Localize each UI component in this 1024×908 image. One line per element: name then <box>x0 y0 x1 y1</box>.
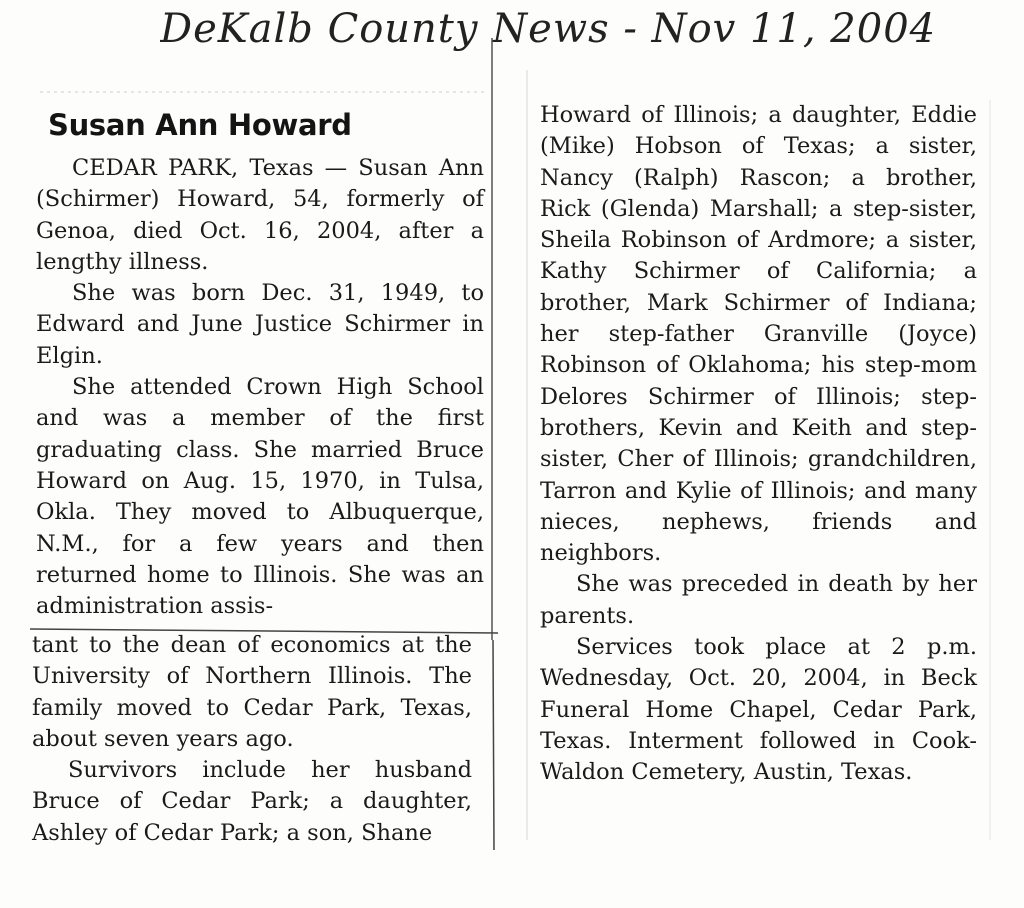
left-column-upper <box>36 153 484 622</box>
obituary-paragraph: She attended Crown High School and was a member of the first graduating class. She married Bruce Howard on Aug. 15, 1970, in Tulsa, Okla. They moved to Albuquerque, N.M., for a few years and then returned home to Illinois. She was an administration assis- <box>36 374 484 620</box>
svg-text:DeKalb County News - Nov 11, 2: DeKalb County News - Nov 11, 2004 <box>160 6 937 52</box>
obituary-paragraph: Services took place at 2 p.m. Wednesday, Oct. 20, 2004, in Beck Funeral Home Chapel, Cedar Park, Texas. Interment followed in Cook-Waldon Cemetery, Austin, Texas. <box>540 634 977 786</box>
obituary-paragraph: CEDAR PARK, Texas — Susan Ann (Schirmer) Howard, 54, formerly of Genoa, died Oct. 16, 2004, after a lengthy illness. <box>36 155 484 275</box>
obituary-headline: Susan Ann Howard <box>48 108 352 142</box>
left-column-lower <box>32 630 472 849</box>
column-divider-lower <box>493 640 494 850</box>
right-column <box>540 100 977 789</box>
obituary-paragraph: Survivors include her husband Bruce of Cedar Park; a daughter, Ashley of Cedar Park; a son, Shane <box>32 757 472 846</box>
obituary-paragraph: Howard of Illinois; a daughter, Eddie (Mike) Hobson of Texas; a sister, Nancy (Ralph) Rascon; a brother, Rick (Glenda) Marshall; a step-sister, Sheila Robinson of Ardmore; a sister, Kathy Schirmer of California; a brother, Mark Schirmer of Indiana; her step-father Granville (Joyce) Robinson of Oklahoma; his step-mom Delores Schirmer of Illinois; step-brothers, Kevin and Keith and step-sister, Cher of Illinois; grandchildren, Tarron and Kylie of Illinois; and many nieces, nephews, friends and neighbors. <box>540 102 977 567</box>
obituary-paragraph: She was born Dec. 31, 1949, to Edward and June Justice Schirmer in Elgin. <box>36 280 484 369</box>
obituary-paragraph: She was preceded in death by her parents. <box>540 571 977 629</box>
obituary-paragraph: tant to the dean of economics at the University of Northern Illinois. The family moved to Cedar Park, Texas, about seven years ago. <box>32 632 472 752</box>
